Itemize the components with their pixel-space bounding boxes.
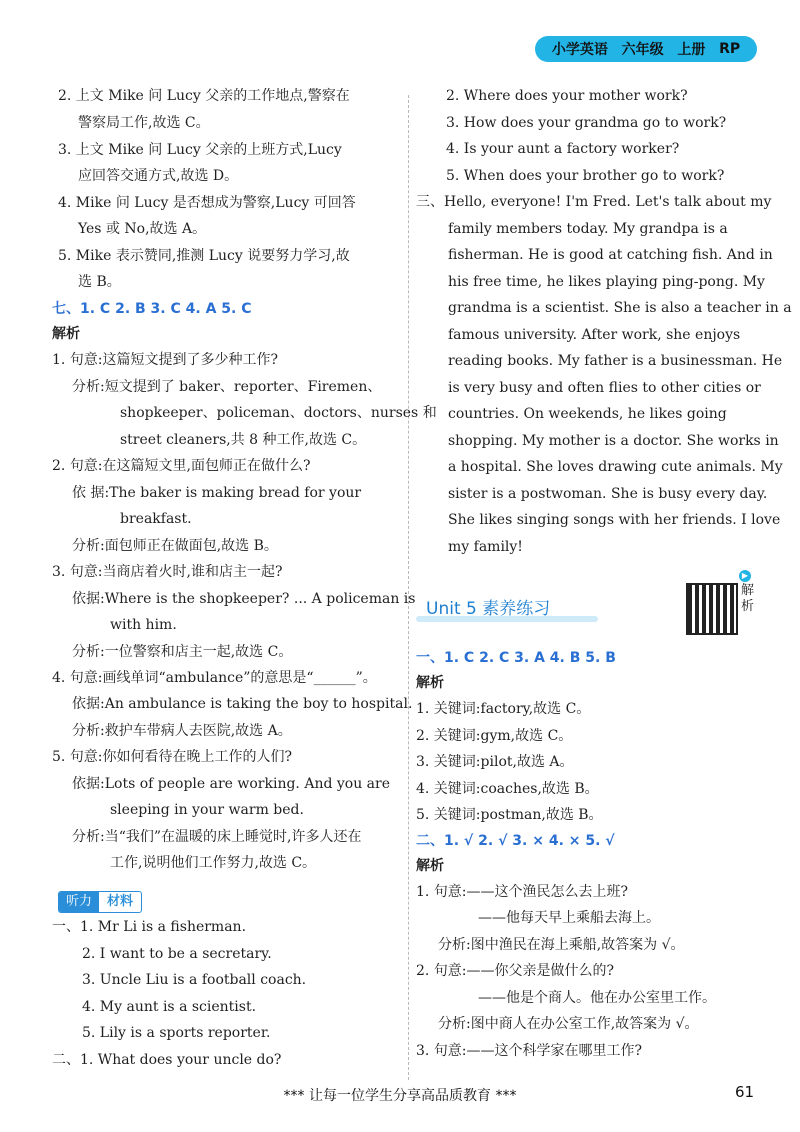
text-line: countries. On weekends, he likes going bbox=[448, 406, 727, 422]
text-line: with him. bbox=[110, 617, 177, 633]
text-line: 3. 关键词:pilot,故选 A。 bbox=[416, 754, 574, 770]
text-line: 依据:Where is the shopkeeper? ... A policeman is bbox=[72, 591, 416, 607]
text-line: 3. How does your grandma go to work? bbox=[446, 115, 727, 131]
qr-code[interactable] bbox=[686, 583, 738, 635]
text-line: 依 据:The baker is making bread for your bbox=[72, 485, 362, 501]
text-line: shopping. My mother is a doctor. She works in bbox=[448, 433, 779, 449]
text-line: 一、1. Mr Li is a fisherman. bbox=[52, 919, 247, 935]
text-line: 3. 句意:当商店着火时,谁和店主一起? bbox=[52, 564, 283, 580]
text-line: 分析:图中渔民在海上乘船,故答案为 √。 bbox=[438, 937, 685, 953]
text-line: reading books. My father is a businessman. He bbox=[448, 353, 783, 369]
header-edition: RP bbox=[719, 41, 741, 57]
text-line: 分析:一位警察和店主一起,故选 C。 bbox=[72, 644, 293, 660]
text-line: 2. Where does your mother work? bbox=[446, 88, 688, 104]
text-line: breakfast. bbox=[120, 511, 192, 527]
text-line: 4. Is your aunt a factory worker? bbox=[446, 141, 680, 157]
answer-key-line: 二、1. √ 2. √ 3. × 4. × 5. √ bbox=[416, 833, 615, 849]
text-line: his free time, he likes playing ping-pong. My bbox=[448, 274, 765, 290]
header-subject: 小学英语 bbox=[551, 42, 608, 58]
text-line: street cleaners,共 8 种工作,故选 C。 bbox=[120, 432, 367, 448]
text-line: 1. 句意:这篇短文提到了多少种工作? bbox=[52, 352, 279, 368]
footer-slogan: *** 让每一位学生分享高品质教育 *** bbox=[283, 1088, 517, 1104]
text-line: 工作,说明他们工作努力,故选 C。 bbox=[110, 855, 317, 871]
column-divider bbox=[408, 95, 409, 1080]
header-grade: 六年级 bbox=[621, 42, 664, 58]
text-line: 4. 句意:画线单词“ambulance”的意思是“______”。 bbox=[52, 670, 377, 686]
text-line: 2. I want to be a secretary. bbox=[82, 946, 272, 962]
text-line: 分析:图中商人在办公室工作,故答案为 √。 bbox=[438, 1016, 699, 1032]
text-line: 依据:Lots of people are working. And you are bbox=[72, 776, 391, 792]
text-line: 5. 关键词:postman,故选 B。 bbox=[416, 807, 603, 823]
header-volume: 上册 bbox=[677, 42, 706, 58]
answer-key-line: 七、1. C 2. B 3. C 4. A 5. C bbox=[52, 301, 252, 317]
page-number: 61 bbox=[735, 1083, 755, 1101]
analysis-heading: 解析 bbox=[52, 326, 80, 342]
text-line: 2. 关键词:gym,故选 C。 bbox=[416, 728, 573, 744]
text-line: 分析:救护车带病人去医院,故选 A。 bbox=[72, 723, 292, 739]
text-line: a hospital. She loves drawing cute animals. My bbox=[448, 459, 783, 475]
text-line: She likes singing songs with her friends. I love bbox=[448, 512, 781, 528]
text-line: 3. 句意:——这个科学家在哪里工作? bbox=[416, 1043, 643, 1059]
text-line: 4. My aunt is a scientist. bbox=[82, 999, 257, 1015]
text-line: 警察局工作,故选 C。 bbox=[78, 115, 210, 131]
text-line: 应回答交通方式,故选 D。 bbox=[78, 168, 239, 184]
text-line: Yes 或 No,故选 A。 bbox=[78, 221, 207, 237]
text-line: 分析:当“我们”在温暖的床上睡觉时,许多人还在 bbox=[72, 829, 362, 845]
text-line: 2. 句意:在这篇短文里,面包师正在做什么? bbox=[52, 458, 311, 474]
text-line: 分析:面包师正在做面包,故选 B。 bbox=[72, 538, 278, 554]
text-line: family members today. My grandpa is a bbox=[448, 221, 728, 237]
text-line: ——他是个商人。他在办公室里工作。 bbox=[478, 990, 716, 1006]
analysis-heading: 解析 bbox=[416, 675, 444, 691]
text-line: 选 B。 bbox=[78, 274, 121, 290]
analysis-heading: 解析 bbox=[416, 858, 444, 874]
text-line: 5. Mike 表示赞同,推测 Lucy 说要努力学习,故 bbox=[58, 248, 350, 264]
text-line: fisherman. He is good at catching fish. And in bbox=[448, 247, 773, 263]
text-line: 1. 句意:——这个渔民怎么去上班? bbox=[416, 884, 629, 900]
answer-key-line: 一、1. C 2. C 3. A 4. B 5. B bbox=[416, 650, 616, 666]
text-line: 依据:An ambulance is taking the boy to hospital. bbox=[72, 696, 413, 712]
header-banner bbox=[535, 36, 757, 62]
text-line: shopkeeper、policeman、doctors、nurses 和 bbox=[120, 405, 437, 421]
text-line: sleeping in your warm bed. bbox=[110, 802, 304, 818]
text-line: 2. 上文 Mike 问 Lucy 父亲的工作地点,警察在 bbox=[58, 88, 350, 104]
text-line: 分析:短文提到了 baker、reporter、Firemen、 bbox=[72, 379, 382, 395]
text-line: my family! bbox=[448, 539, 523, 555]
text-line: 3. 上文 Mike 问 Lucy 父亲的上班方式,Lucy bbox=[58, 142, 342, 158]
qr-label: 解析 bbox=[741, 583, 755, 614]
text-line: ——他每天早上乘船去海上。 bbox=[478, 910, 660, 926]
text-line: 三、Hello, everyone! I'm Fred. Let's talk about my bbox=[416, 194, 772, 210]
text-line: famous university. After work, she enjoys bbox=[448, 327, 741, 343]
material-tag-label: 材料 bbox=[106, 894, 133, 909]
text-line: 4. 关键词:coaches,故选 B。 bbox=[416, 781, 599, 797]
text-line: grandma is a scientist. She is also a teacher in a bbox=[448, 300, 792, 316]
text-line: 1. 关键词:factory,故选 C。 bbox=[416, 701, 591, 717]
text-line: 二、1. What does your uncle do? bbox=[52, 1052, 282, 1068]
play-icon: ▶ bbox=[739, 570, 751, 582]
text-line: 3. Uncle Liu is a football coach. bbox=[82, 972, 307, 988]
text-line: 5. 句意:你如何看待在晚上工作的人们? bbox=[52, 749, 293, 765]
text-line: 4. Mike 问 Lucy 是否想成为警察,Lucy 可回答 bbox=[58, 195, 356, 211]
text-line: 5. Lily is a sports reporter. bbox=[82, 1025, 271, 1041]
text-line: 2. 句意:——你父亲是做什么的? bbox=[416, 963, 615, 979]
text-line: is very busy and often flies to other cities or bbox=[448, 380, 761, 396]
listening-material-tag bbox=[58, 891, 142, 913]
listening-tag-label: 听力 bbox=[59, 892, 99, 912]
unit-title: Unit 5 素养练习 bbox=[426, 599, 551, 619]
text-line: sister is a postwoman. She is busy every day. bbox=[448, 486, 768, 502]
text-line: 5. When does your brother go to work? bbox=[446, 168, 725, 184]
